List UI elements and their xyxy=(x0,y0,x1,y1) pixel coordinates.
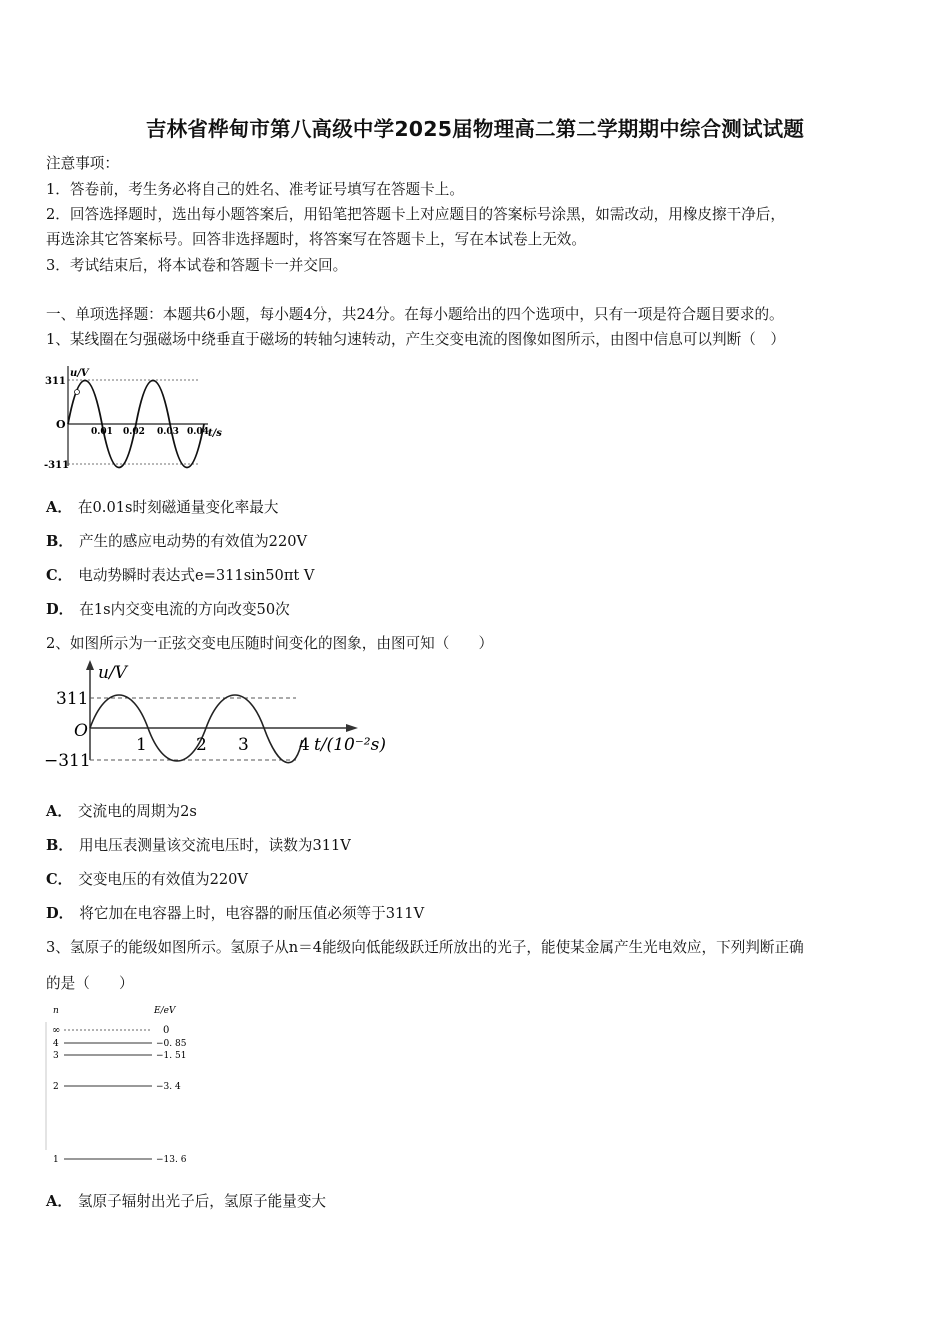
q2-tick-label: 3 xyxy=(238,735,249,755)
q3-level-e: 0 xyxy=(163,1025,170,1036)
q2-xlabel: t/(10⁻²s) xyxy=(314,735,386,755)
q3-level-e: −0. 85 xyxy=(156,1039,187,1049)
q2-tick-label: 1 xyxy=(136,735,147,755)
q3-level-n: ∞ xyxy=(52,1025,61,1036)
notes-item: 2．回答选择题时，选出每小题答案后，用铅笔把答题卡上对应题目的答案标号涂黑，如需改动，用橡皮擦干净后， xyxy=(46,206,785,223)
q1-option-c[interactable]: C． 电动势瞬时表达式e=311sin50πt V xyxy=(46,567,315,584)
q1-voltage-graph xyxy=(40,362,240,474)
q3-level-n: 4 xyxy=(53,1039,59,1049)
question-3-stem-cont: 的是（ ） xyxy=(46,975,134,992)
q1-tick-label: 0.01 xyxy=(91,427,113,437)
q1-ylabel: u/V xyxy=(70,368,89,379)
q1-tick-label: 0.02 xyxy=(123,427,145,437)
q2-ylabel: u/V xyxy=(98,663,127,683)
q2-option-b[interactable]: B． 用电压表测量该交流电压时，读数为311V xyxy=(46,837,351,854)
q2-ymin-label: −311 xyxy=(44,751,91,771)
q1-xlabel: t/s xyxy=(208,428,222,439)
notes-item: 再选涂其它答案标号。回答非选择题时，将答案写在答题卡上，写在本试卷上无效。 xyxy=(46,231,586,248)
q2-origin-label: O xyxy=(74,721,88,741)
q3-level-n: 3 xyxy=(53,1051,59,1061)
q1-ymin-label: -311 xyxy=(44,460,70,471)
q2-voltage-graph xyxy=(42,660,402,776)
section-heading: 一、单项选择题：本题共6小题，每小题4分，共24分。在每小题给出的四个选项中，只有一项是符合题目要求的。 xyxy=(46,306,784,323)
q1-option-d[interactable]: D． 在1s内交变电流的方向改变50次 xyxy=(46,601,290,618)
question-3-stem: 3、氢原子的能级如图所示。氢原子从n＝4能级向低能级跃迁所放出的光子，能使某金属产生光电效应，下列判断正确 xyxy=(46,939,804,956)
q2-option-a[interactable]: A． 交流电的周期为2s xyxy=(46,803,197,820)
q3-level-e: −13. 6 xyxy=(156,1155,187,1165)
q3-n-label: n xyxy=(53,1006,59,1016)
q3-level-e: −1. 51 xyxy=(156,1051,187,1061)
q2-tick-label: 4 xyxy=(299,735,310,755)
q3-level-n: 2 xyxy=(53,1082,59,1092)
q3-level-n: 1 xyxy=(53,1155,59,1165)
q3-e-label: E/eV xyxy=(154,1006,176,1016)
q3-energy-level-diagram xyxy=(44,1000,214,1172)
q1-option-a[interactable]: A． 在0.01s时刻磁通量变化率最大 xyxy=(46,499,279,516)
q3-level-e: −3. 4 xyxy=(156,1082,181,1092)
notes-item: 1．答卷前，考生务必将自己的姓名、准考证号填写在答题卡上。 xyxy=(46,181,464,198)
q2-y-arrow xyxy=(86,660,94,670)
q2-x-arrow xyxy=(346,724,358,732)
notes-heading: 注意事项： xyxy=(46,155,119,172)
q2-tick-label: 2 xyxy=(196,735,207,755)
q1-option-b[interactable]: B． 产生的感应电动势的有效值为220V xyxy=(46,533,308,550)
q2-ymax-label: 311 xyxy=(56,689,89,709)
q1-tick-label: 0.04 xyxy=(187,427,209,437)
question-1-stem: 1、某线圈在匀强磁场中绕垂直于磁场的转轴匀速转动，产生交变电流的图像如图所示，由图中信息可以判断（ ） xyxy=(46,331,785,348)
q1-origin-label: O xyxy=(56,418,66,431)
notes-item: 3．考试结束后，将本试卷和答题卡一并交回。 xyxy=(46,257,348,274)
q1-marker-dot xyxy=(75,390,80,395)
q3-option-a[interactable]: A． 氢原子辐射出光子后，氢原子能量变大 xyxy=(46,1193,327,1210)
q2-option-c[interactable]: C． 交变电压的有效值为220V xyxy=(46,871,248,888)
q1-ymax-label: 311 xyxy=(45,376,66,387)
page-title: 吉林省桦甸市第八高级中学2025届物理高二第二学期期中综合测试试题 xyxy=(145,117,805,141)
question-2-stem: 2、如图所示为一正弦交变电压随时间变化的图象，由图可知（ ） xyxy=(46,635,494,652)
q1-tick-label: 0.03 xyxy=(157,427,179,437)
q2-option-d[interactable]: D． 将它加在电容器上时，电容器的耐压值必须等于311V xyxy=(46,905,425,922)
